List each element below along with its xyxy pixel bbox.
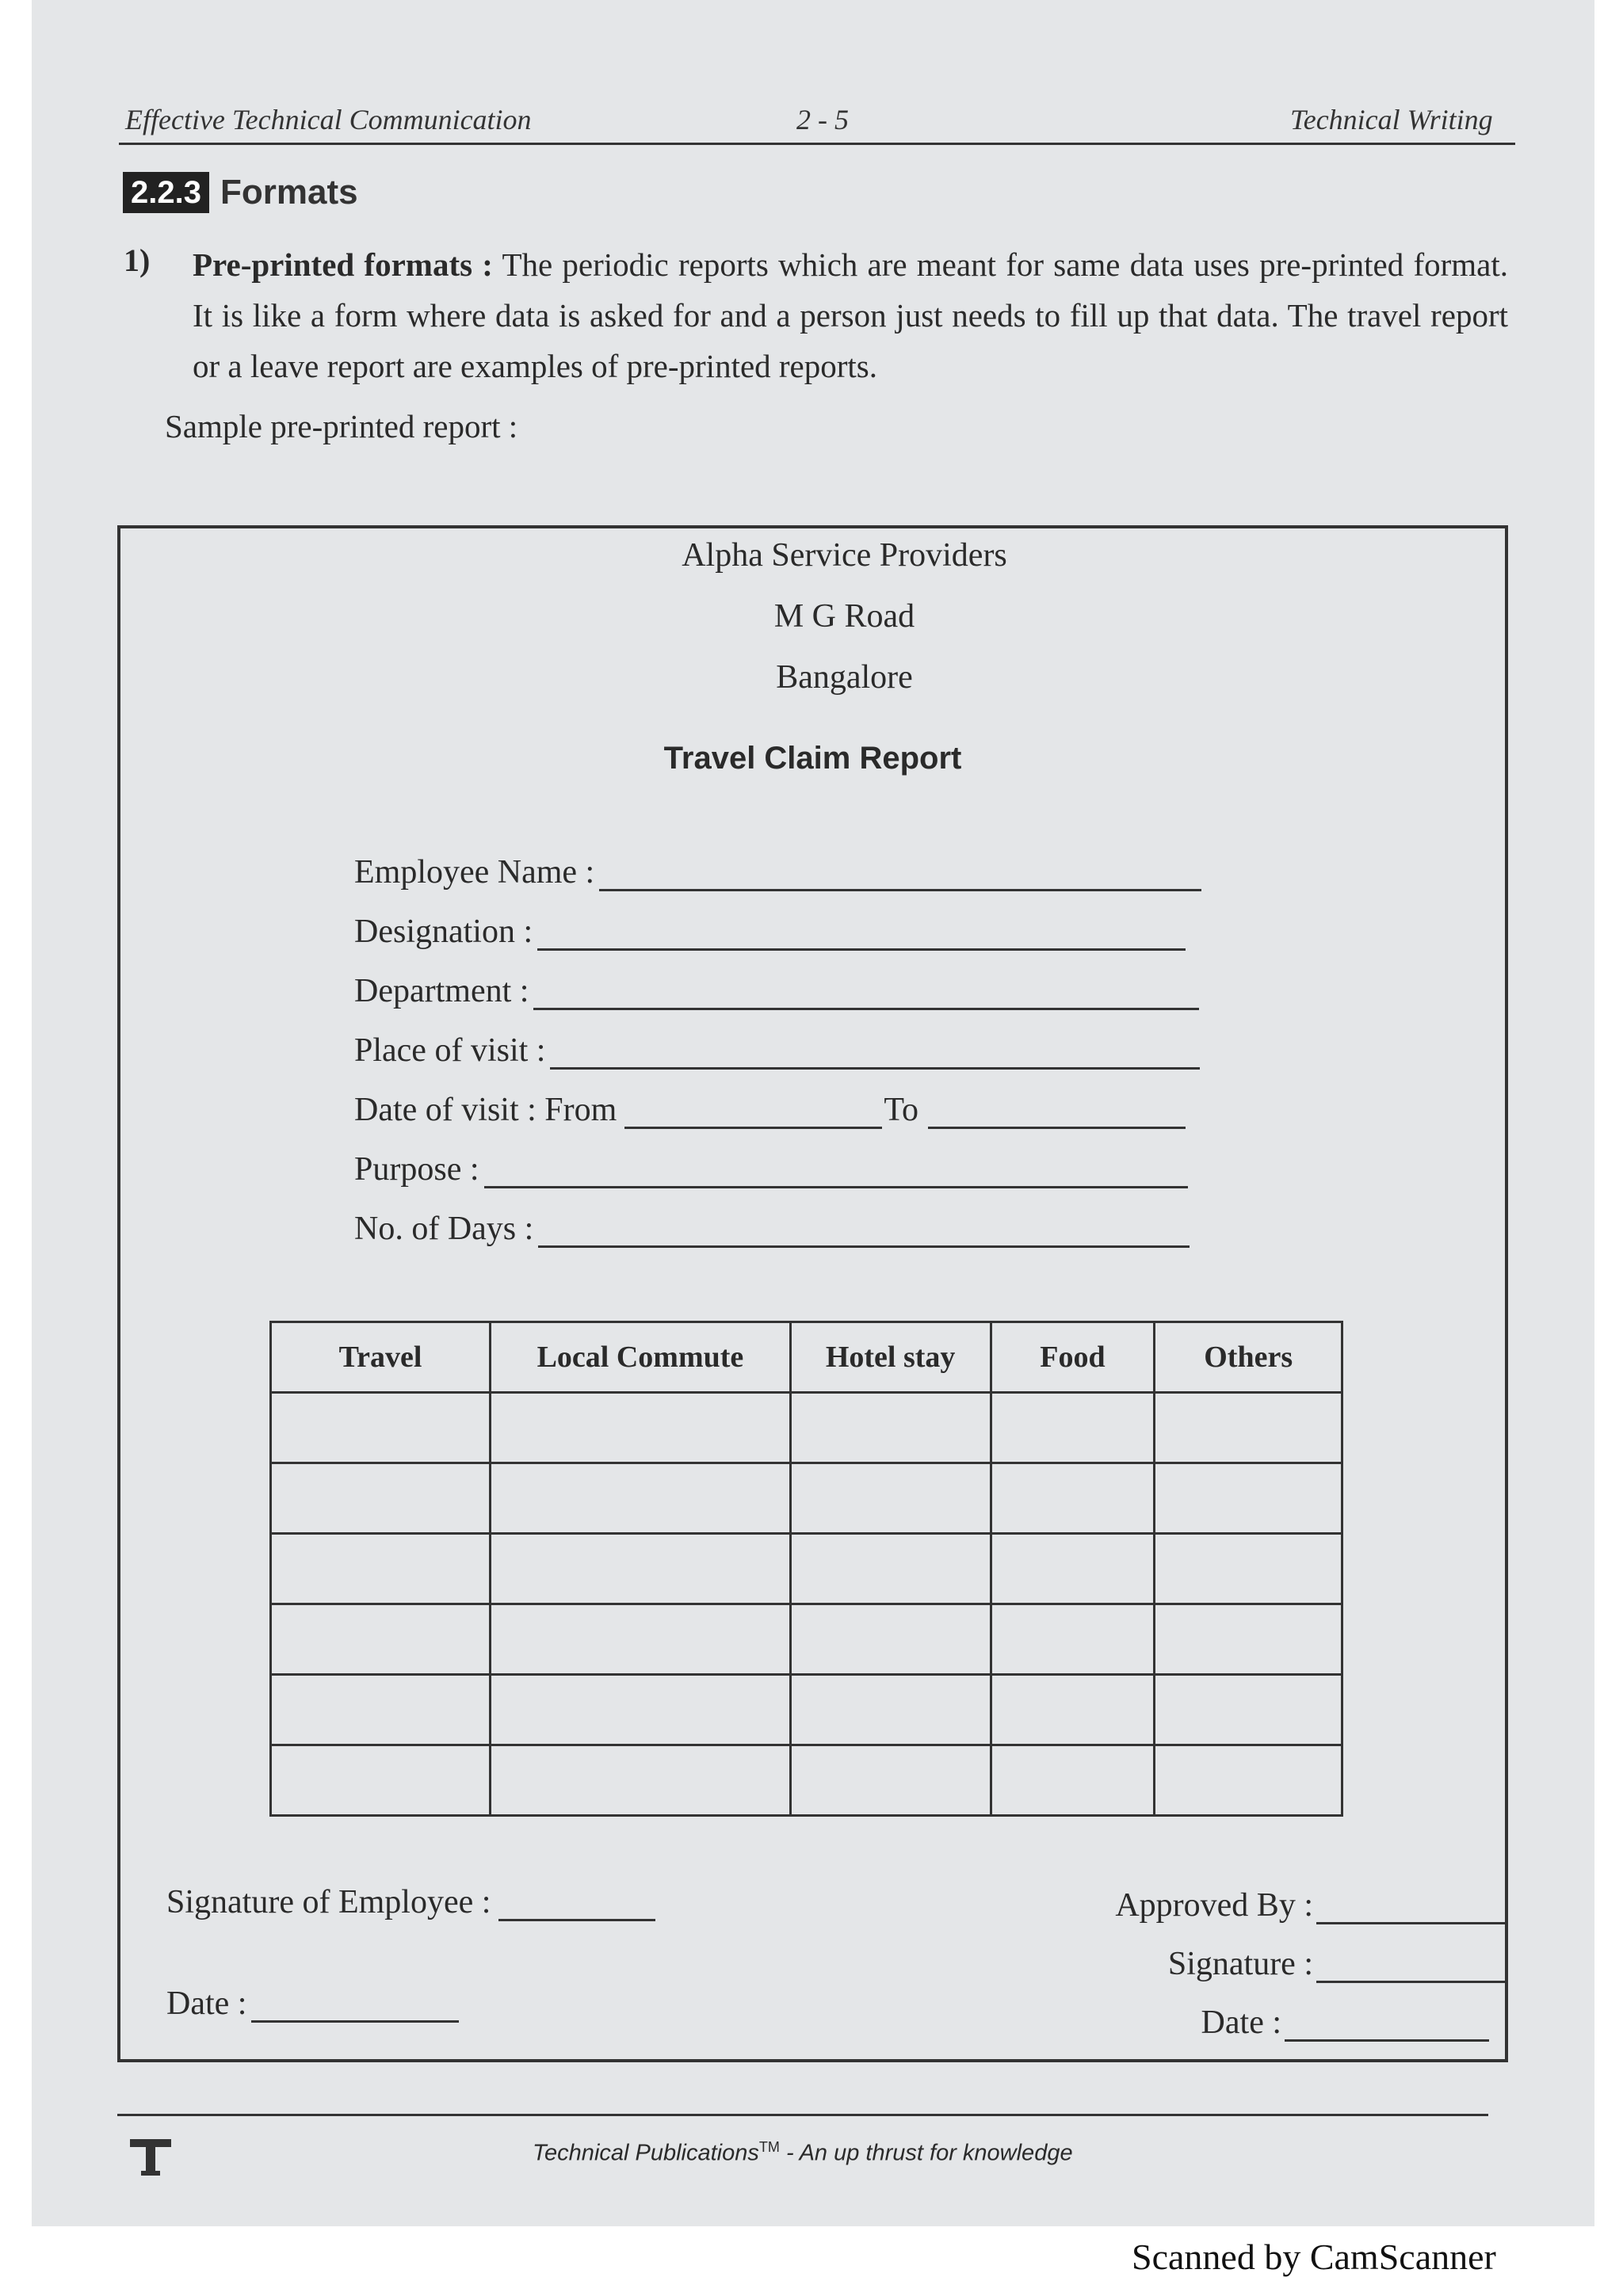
expense-table [269, 1321, 1343, 1817]
employee-signature-blank [498, 1887, 655, 1921]
table-cell [1155, 1534, 1342, 1604]
running-header-book-title: Effective Technical Communication [125, 104, 532, 135]
table-row [271, 1604, 1342, 1675]
table-cell [1155, 1393, 1342, 1463]
table-cell [491, 1604, 791, 1675]
section-title: Formats [220, 173, 358, 212]
table-cell [1155, 1604, 1342, 1675]
employee-date-blank [251, 1989, 459, 2023]
no-of-days-label: No. of Days : [354, 1211, 534, 1247]
header-rule [119, 143, 1515, 145]
designation-label: Designation : [354, 913, 533, 950]
employee-name-blank [599, 857, 1201, 891]
travel-claim-form [117, 525, 1508, 2062]
purpose-blank [484, 1154, 1188, 1188]
no-of-days-blank [538, 1214, 1190, 1248]
column-header-travel: Travel [271, 1322, 491, 1393]
table-cell [271, 1463, 491, 1534]
employee-signature-label: Signature of Employee : [166, 1884, 491, 1920]
approver-signature-field [1168, 1945, 1505, 1983]
table-cell [491, 1393, 791, 1463]
department-label: Department : [354, 973, 529, 1009]
date-of-visit-field [354, 1091, 1186, 1129]
section-number: 2.2.3 [123, 172, 209, 213]
department-blank [533, 976, 1199, 1010]
scanner-watermark: Scanned by CamScanner [1132, 2237, 1496, 2277]
place-of-visit-label: Place of visit : [354, 1032, 546, 1069]
employee-signature-field [166, 1883, 655, 1921]
column-header-hotel-stay: Hotel stay [790, 1322, 991, 1393]
approved-by-field [1115, 1886, 1505, 1924]
expense-table-body [271, 1393, 1342, 1816]
table-cell [790, 1604, 991, 1675]
approver-date-blank [1285, 2008, 1489, 2042]
date-to-label: To [884, 1092, 919, 1128]
table-cell [491, 1463, 791, 1534]
table-cell [790, 1463, 991, 1534]
approved-by-label: Approved By : [1115, 1887, 1313, 1924]
table-cell [271, 1745, 491, 1816]
place-of-visit-blank [550, 1035, 1200, 1070]
term-pre-printed-formats: Pre-printed formats : [193, 246, 493, 283]
table-cell [790, 1534, 991, 1604]
column-header-food: Food [991, 1322, 1155, 1393]
sample-label: Sample pre-printed report : [165, 408, 518, 444]
table-cell [991, 1745, 1155, 1816]
table-cell [991, 1675, 1155, 1745]
approver-date-label: Date : [1201, 2004, 1281, 2041]
purpose-label: Purpose : [354, 1151, 479, 1188]
approver-signature-blank [1316, 1949, 1505, 1983]
designation-blank [537, 917, 1186, 951]
table-row [271, 1393, 1342, 1463]
approver-date-field [1201, 2004, 1489, 2042]
scanned-page [32, 0, 1594, 2226]
no-of-days-field [354, 1210, 1190, 1248]
table-cell [790, 1393, 991, 1463]
column-header-local-commute: Local Commute [491, 1322, 791, 1393]
approved-by-blank [1316, 1890, 1505, 1924]
employee-name-field [354, 853, 1201, 891]
employee-date-label: Date : [166, 1985, 247, 2022]
table-cell [491, 1675, 791, 1745]
table-row [271, 1463, 1342, 1534]
publisher-tagline: - An up thrust for knowledge [785, 2140, 1073, 2166]
table-cell [790, 1745, 991, 1816]
table-cell [491, 1534, 791, 1604]
table-cell [991, 1393, 1155, 1463]
department-field [354, 972, 1199, 1010]
table-cell [271, 1534, 491, 1604]
page-number: 2 - 5 [796, 104, 849, 135]
table-cell [1155, 1675, 1342, 1745]
purpose-field [354, 1150, 1188, 1188]
report-title: Travel Claim Report [663, 741, 962, 776]
table-row [271, 1675, 1342, 1745]
publisher-logo-icon [125, 2131, 176, 2179]
approver-signature-label: Signature : [1167, 1946, 1313, 1982]
table-cell [1155, 1745, 1342, 1816]
table-cell [271, 1604, 491, 1675]
trademark-mark: TM [758, 2139, 780, 2155]
paragraph-pre-printed-formats [193, 239, 1508, 391]
table-cell [271, 1675, 491, 1745]
table-cell [1155, 1463, 1342, 1534]
table-cell [790, 1675, 991, 1745]
table-cell [991, 1463, 1155, 1534]
date-of-visit-label: Date of visit : From [354, 1092, 617, 1128]
table-cell [991, 1534, 1155, 1604]
footer-rule [117, 2114, 1488, 2116]
designation-field [354, 913, 1186, 951]
company-city: Bangalore [776, 659, 913, 696]
footer-publisher [533, 2139, 1073, 2167]
table-cell [991, 1604, 1155, 1675]
place-of-visit-field [354, 1032, 1200, 1070]
running-header-chapter: Technical Writing [1290, 104, 1493, 135]
date-to-blank [928, 1095, 1186, 1129]
column-header-others: Others [1155, 1322, 1342, 1393]
company-name: Alpha Service Providers [682, 537, 1007, 574]
section-heading [123, 172, 358, 213]
date-from-blank [624, 1095, 882, 1129]
list-item-number: 1) [124, 242, 151, 278]
publisher-name: Technical Publications [533, 2140, 759, 2166]
paragraph-text: The periodic reports which are meant for same data uses pre-printed format. It is like a form where data is asked for and a person just needs to fill up that data. The travel report or a leave report are examples of pre-printed reports. [193, 246, 1508, 384]
employee-date-field [166, 1985, 459, 2023]
table-cell [491, 1745, 791, 1816]
employee-name-label: Employee Name : [354, 854, 595, 891]
company-street: M G Road [773, 598, 915, 635]
table-cell [271, 1393, 491, 1463]
table-header-row [271, 1322, 1342, 1393]
table-row [271, 1745, 1342, 1816]
table-row [271, 1534, 1342, 1604]
